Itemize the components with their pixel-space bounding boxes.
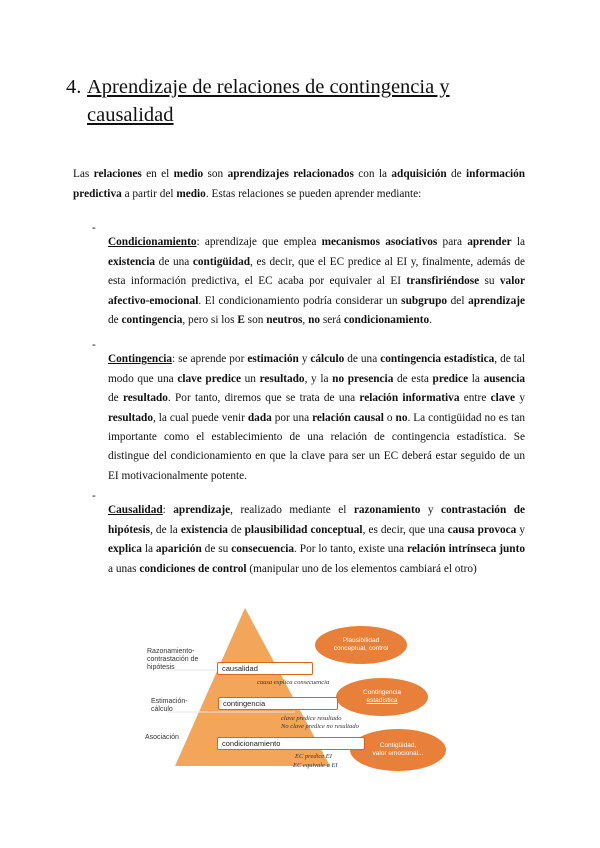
note-causa-explica: causa explica consecuencia <box>257 679 330 686</box>
bullet-causalidad: Causalidad: aprendizaje, realizado mediante el razonamiento y contrastación de hipótesis, de la existencia de plausibilidad conceptual, es decir, que una causa provoca y explica la aparición de su consecuencia. Por lo tanto, existe una relación intrínseca junto a unas condiciones de control (manipular uno de los elementos cambiará el otro) <box>108 504 526 575</box>
box-causalidad: causalidad <box>217 662 313 675</box>
box-condicionamiento: condicionamiento <box>217 737 365 750</box>
cloud-contiguidad <box>354 742 442 758</box>
note-no-clave: No clave predice no resultado <box>281 723 359 730</box>
bullet-contingencia: Contingencia: se aprende por estimación y cálculo de una contingencia estadística, de tal modo que una clave predice un resultado, y la no presencia de esta predice la ausencia de resultado. Por tanto, diremos que se trata de una relación informativa entre clave y resultado, la cual puede venir dada por una relación causal o no. La contigüidad no es tan importante como el establecimiento de una relación de contingencia estadística. Se distingue del condicionamiento en que la clave para ser un EC deberá estar seguido de un EI motivacionalmente potente. <box>108 353 526 482</box>
note-ec-predice: EC predice EI <box>295 753 332 760</box>
cloud-plausibilidad-sub: conceptual, control <box>333 645 389 652</box>
cloud-contiguidad-title: Contigüidad, <box>379 742 417 749</box>
bullet-dash: - <box>92 339 96 351</box>
bullet-dash: - <box>92 222 96 234</box>
label-estimacion: Estimación-cálculo <box>151 698 188 713</box>
bullet-condicionamiento: Condicionamiento: aprendizaje que emplea mecanismos asociativos para aprender la existencia de una contigüidad, es decir, que el EC predice al EI y, finalmente, además de esta información predictiva, el EC acaba por equivaler al EI transfiriéndose su valor afectivo-emocional. El condicionamiento podría considerar un subgrupo del aprendizaje de contingencia, pero si los E son neutros, no será condicionamiento. <box>108 236 526 326</box>
cloud-contingencia <box>338 689 426 705</box>
cloud-contiguidad-sub: valor emocional... <box>372 750 424 757</box>
note-clave-predice: clave predice resultado <box>281 715 342 722</box>
section-title-line2: causalidad <box>87 104 174 126</box>
note-ec-equivale: EC equivale a EI <box>293 762 338 769</box>
pyramid-figure <box>145 606 465 776</box>
section-title-line1: Aprendizaje de relaciones de contingencia y <box>87 76 450 98</box>
intro-paragraph: Las relaciones en el medio son aprendizajes relacionados con la adquisición de información predictiva a partir del medio. Estas relaciones se pueden aprender mediante: <box>73 168 526 200</box>
box-contingencia: contingencia <box>218 697 338 710</box>
label-razonamiento: Razonamiento-contrastación de hipótesis <box>147 648 199 671</box>
section-number: 4. <box>66 76 82 98</box>
cloud-contingencia-title: Contingencia <box>363 689 401 696</box>
cloud-plausibilidad-title: Plausibilidad <box>342 637 380 644</box>
cloud-contingencia-sub: estadística <box>366 697 398 704</box>
bullet-dash: - <box>92 490 96 502</box>
label-asociacion: Asociación <box>145 734 179 741</box>
cloud-plausibilidad <box>317 637 405 653</box>
